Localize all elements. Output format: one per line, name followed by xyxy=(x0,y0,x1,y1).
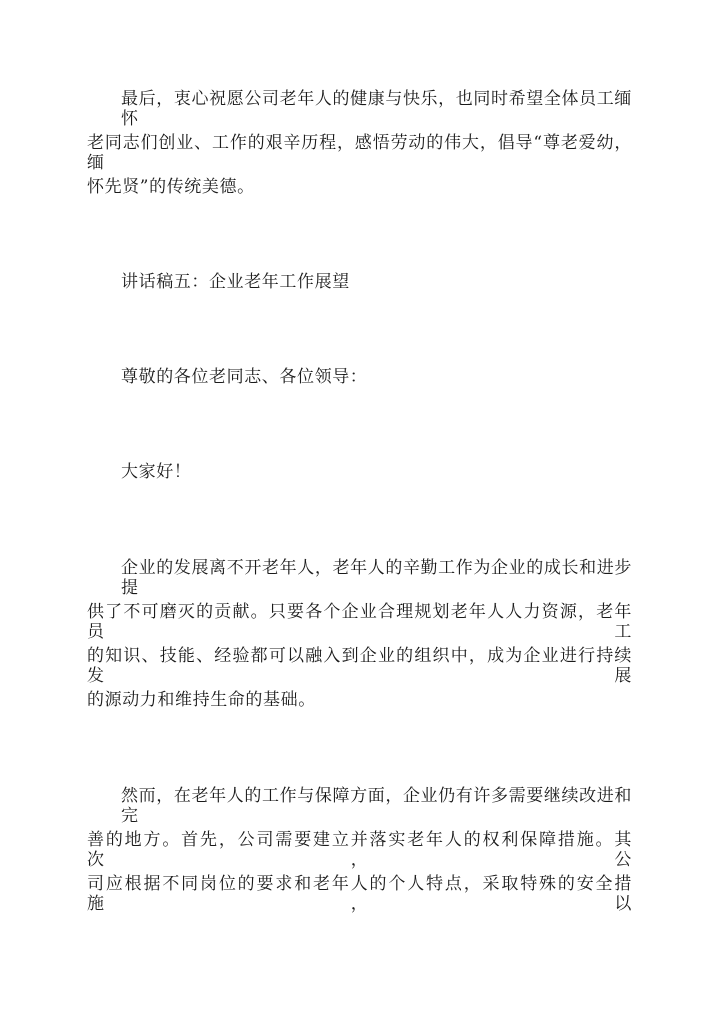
closing-wishes-line-2: 老同志们创业、工作的艰辛历程，感悟劳动的伟大，倡导“尊老爱幼，缅 xyxy=(87,133,632,173)
closing-wishes-line-1: 最后，衷心祝愿公司老年人的健康与快乐，也同时希望全体员工缅怀 xyxy=(121,89,632,129)
improvement-line-3: 司应根据不同岗位的要求和老年人的个人特点，采取特殊的安全措施，以 xyxy=(87,874,632,914)
development-line-3: 的知识、技能、经验都可以融入到企业的组织中，成为企业进行持续发展 xyxy=(87,646,632,686)
closing-wishes-line-3: 怀先贤”的传统美德。 xyxy=(87,177,255,197)
greeting: 大家好！ xyxy=(121,462,192,482)
development-line-2: 供了不可磨灭的贡献。只要各个企业合理规划老年人人力资源，老年员工 xyxy=(87,602,632,642)
section-heading: 讲话稿五：企业老年工作展望 xyxy=(121,272,350,292)
development-line-1: 企业的发展离不开老年人，老年人的辛勤工作为企业的成长和进步提 xyxy=(121,558,632,598)
salutation: 尊敬的各位老同志、各位领导： xyxy=(121,367,368,387)
improvement-line-1: 然而，在老年人的工作与保障方面，企业仍有许多需要继续改进和完 xyxy=(121,786,632,826)
development-line-4: 的源动力和维持生命的基础。 xyxy=(87,690,316,710)
improvement-line-2: 善的地方。首先，公司需要建立并落实老年人的权利保障措施。其次，公 xyxy=(87,830,632,870)
